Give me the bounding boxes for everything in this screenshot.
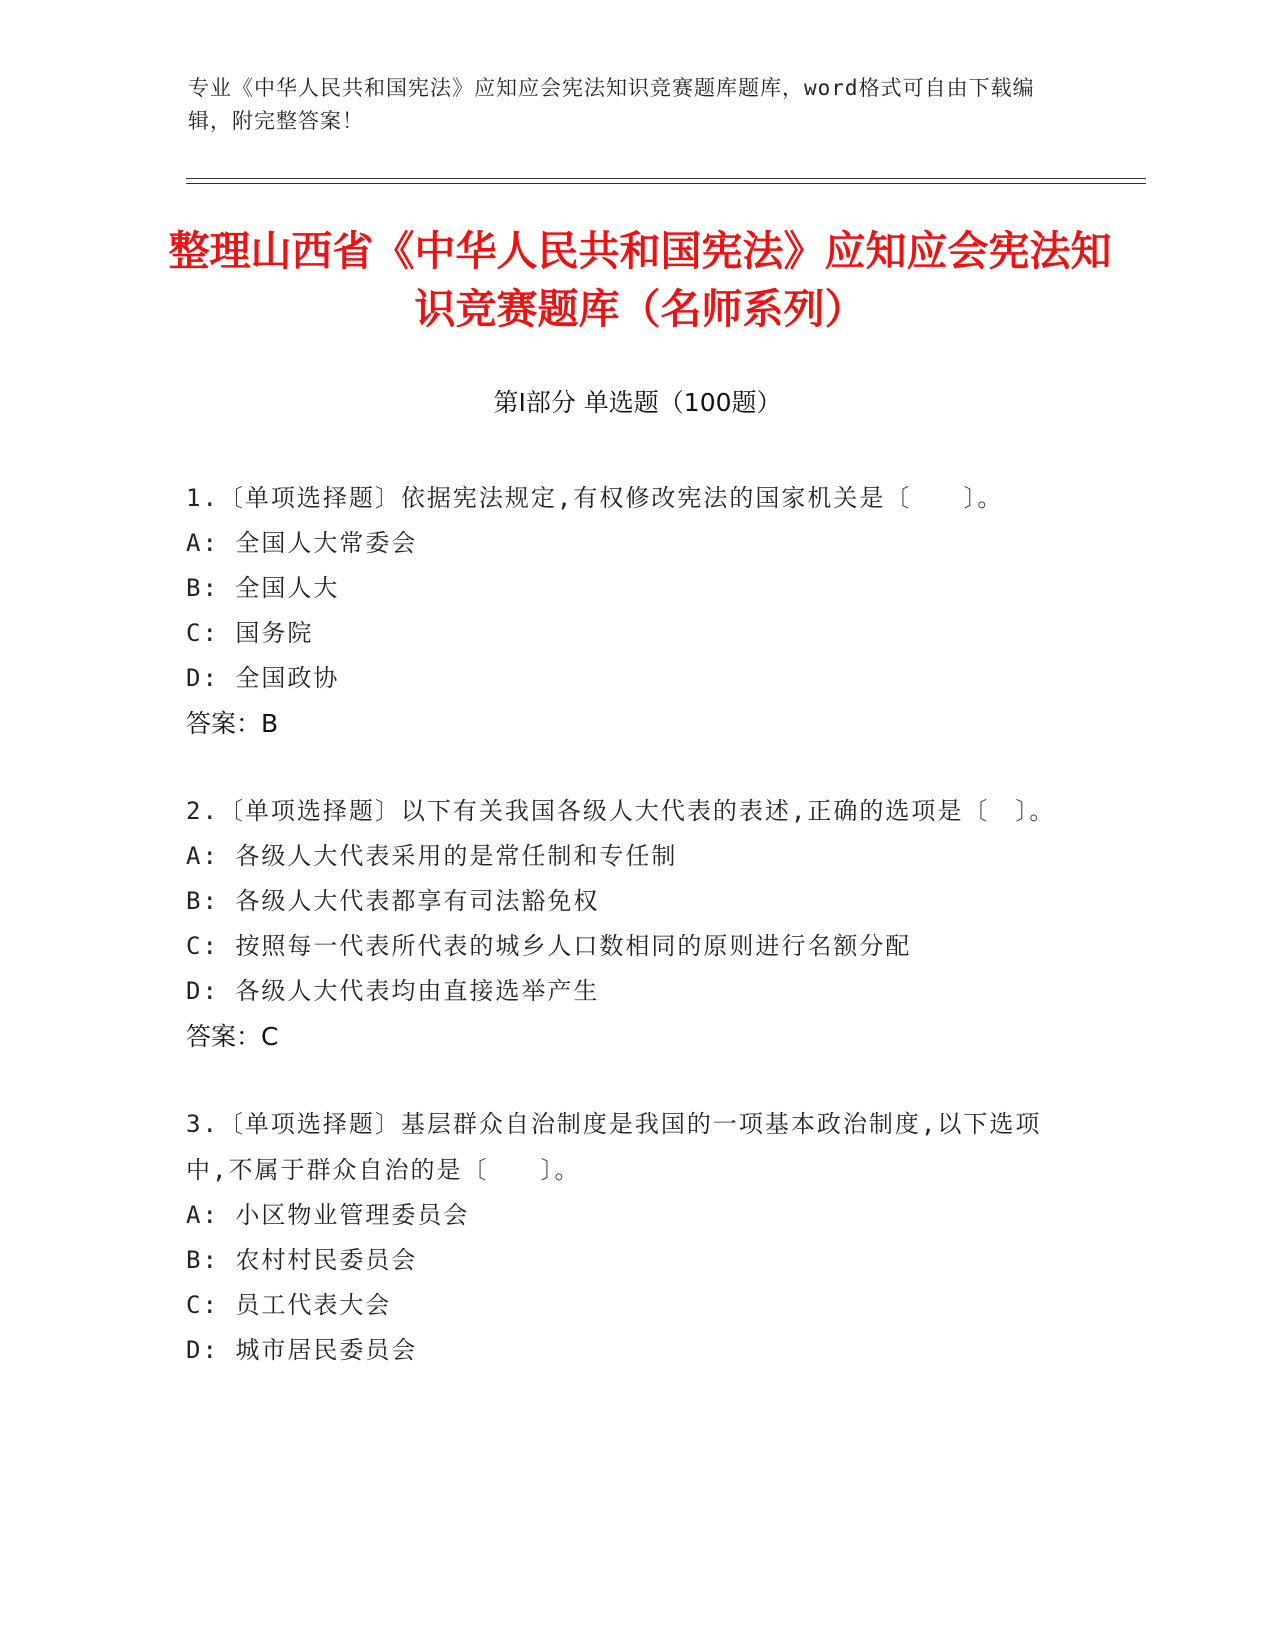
option-a: A: 小区物业管理委员会	[186, 1201, 470, 1229]
answer-line: 答案：C	[186, 1022, 279, 1051]
option-d: D: 全国政协	[186, 664, 340, 692]
option-b: B: 农村村民委员会	[186, 1246, 418, 1274]
option-d: D: 各级人大代表均由直接选举产生	[186, 977, 600, 1005]
question-list	[186, 475, 1066, 1415]
option-c: C: 国务院	[186, 619, 314, 647]
option-b: B: 全国人大	[186, 574, 340, 602]
option-b: B: 各级人大代表都享有司法豁免权	[186, 887, 600, 915]
header-divider-bottom	[186, 183, 1146, 184]
document-title: 整理山西省《中华人民共和国宪法》应知应会宪法知识竞赛题库（名师系列）	[168, 227, 1112, 333]
option-a: A: 全国人大常委会	[186, 529, 418, 557]
answer-line: 答案：B	[186, 709, 279, 738]
option-c: C: 员工代表大会	[186, 1291, 392, 1319]
section-heading: 第Ⅰ部分 单选题（100题）	[493, 388, 782, 417]
option-a: A: 各级人大代表采用的是常任制和专任制	[186, 842, 678, 870]
question-3	[186, 1101, 1066, 1373]
question-2	[186, 788, 1066, 1059]
option-d: D: 城市居民委员会	[186, 1336, 418, 1364]
header-divider-top	[186, 178, 1146, 179]
option-c: C: 按照每一代表所代表的城乡人口数相同的原则进行名额分配	[186, 932, 912, 960]
question-1	[186, 475, 1066, 746]
question-stem: 3.〔单项选择题〕基层群众自治制度是我国的一项基本政治制度,以下选项中,不属于群众自治的是〔 〕。	[186, 1110, 1042, 1184]
question-stem: 2.〔单项选择题〕以下有关我国各级人大代表的表述,正确的选项是〔 〕。	[186, 797, 1056, 825]
page-header-note: 专业《中华人民共和国宪法》应知应会宪法知识竞赛题库题库，word格式可自由下载编辑，附完整答案！	[188, 76, 1035, 133]
question-stem: 1.〔单项选择题〕依据宪法规定,有权修改宪法的国家机关是〔 〕。	[186, 484, 1004, 512]
